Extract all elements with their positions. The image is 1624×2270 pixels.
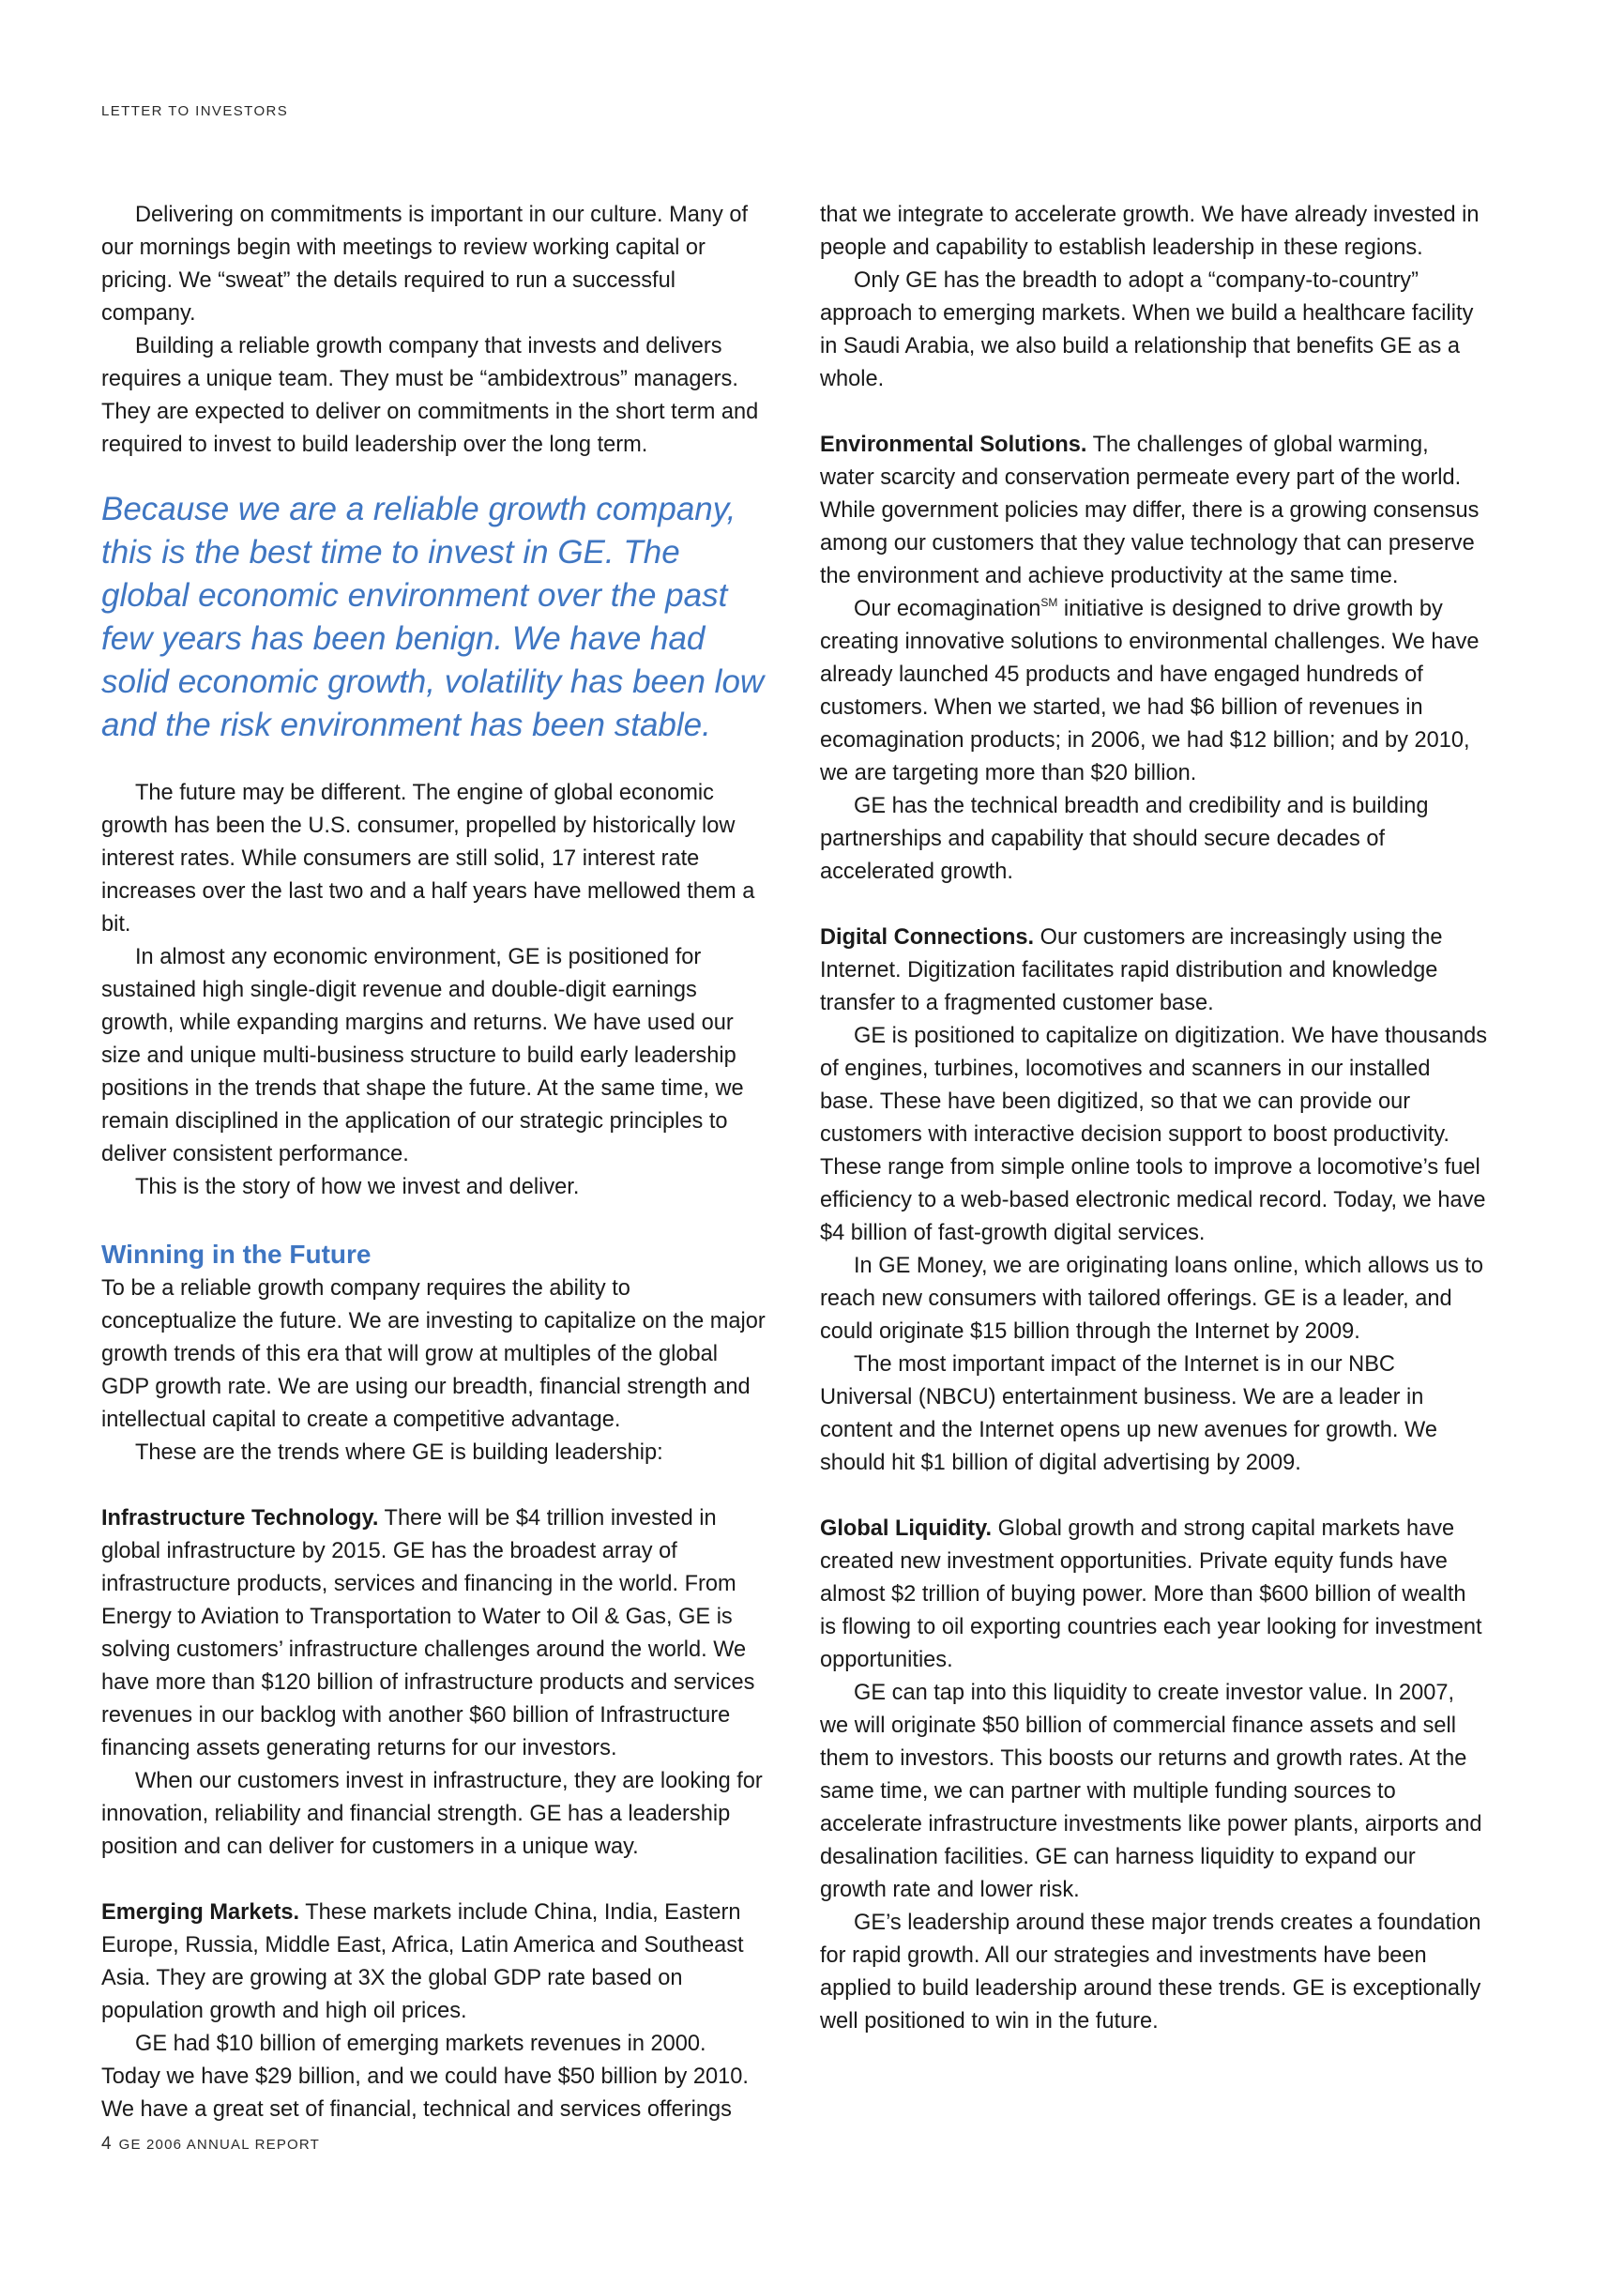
paragraph: These are the trends where GE is building leadership:: [135, 1440, 663, 1465]
paragraph: In almost any economic environment, GE is positioned for sustained high single-digit revenue and double-digit earnings growth, while expanding margins and returns. We have used our size and unique multi-business structure to build early leadership positions in the trends that shape the future. At the same time, we remain disciplined in the application of our strategic principles to deliver consistent performance.: [101, 945, 744, 1166]
paragraph: GE can tap into this liquidity to create investor value. In 2007, we will originate $50 billion of commercial finance assets and sell them to investors. This boosts our returns and growth rates. At the same time, we can partner with multiple funding sources to accelerate infrastructure investments like power plants, airports and desalination facilities. GE can harness liquidity to expand our growth rate and lower risk.: [820, 1681, 1482, 1902]
paragraph: that we integrate to accelerate growth. We have already invested in people and capability to establish leadership in these regions.: [820, 203, 1480, 260]
paragraph-digital: [820, 922, 1488, 1020]
paragraph: GE is positioned to capitalize on digitization. We have thousands of engines, turbines, locomotives and scanners in our installed base. These have been digitized, so that we can provide our customers with interactive decision support to boost productivity. These range from simple online tools to improve a locomotive’s fuel efficiency to a web-based electronic medical record. Today, we have $4 billion of fast-growth digital services.: [820, 1024, 1488, 1245]
page-number: 4: [101, 2134, 112, 2154]
run-in-heading: Infrastructure Technology.: [101, 1506, 379, 1531]
paragraph-text: There will be $4 trillion invested in global infrastructure by 2015. GE has the broadest array of infrastructure products, services and financing in the world. From Energy to Aviation to Transportation to Water to Oil & Gas, GE is solving customers’ infrastructure challenges around the world. We have more than $120 billion of infrastructure products and services revenues in our backlog with another $60 billion of Infrastructure financing assets generating returns for our investors.: [101, 1506, 755, 1760]
paragraph: The most important impact of the Internet is in our NBC Universal (NBCU) entertainment business. We are a leader in content and the Internet opens up new avenues for growth. We should hit $1 billion of digital advertising by 2009.: [820, 1352, 1437, 1475]
paragraph-text: Our customers are increasingly using the Internet. Digitization facilitates rapid distribution and knowledge transfer to a fragmented customer base.: [820, 925, 1443, 1015]
paragraph-text: initiative is designed to drive growth by creating innovative solutions to environmental challenges. We have already launched 45 products and have engaged hundreds of customers. When we started, we had $6 billion of revenues in ecomagination products; in 2006, we had $12 billion; and by 2010, we are targeting more than $20 billion.: [820, 597, 1480, 785]
run-in-heading: Emerging Markets.: [101, 1900, 300, 1925]
paragraph: Only GE has the breadth to adopt a “company-to-country” approach to emerging markets. When we build a healthcare facility in Saudi Arabia, we also build a relationship that benefits GE as a whole.: [820, 268, 1474, 391]
pull-quote: Because we are a reliable growth company, this is the best time to invest in GE. The global economic environment over the past few years has been benign. We have had solid economic growth, volatility has been low and the risk environment has been stable.: [101, 491, 765, 743]
paragraph-liquidity: [820, 1513, 1488, 1677]
paragraph-text: Our ecomagination: [854, 597, 1041, 621]
run-in-heading: Environmental Solutions.: [820, 433, 1087, 457]
report-name: GE 2006 ANNUAL REPORT: [118, 2137, 321, 2153]
paragraph: In GE Money, we are originating loans online, which allows us to reach new consumers with tailored offerings. GE is a leader, and could originate $15 billion through the Internet by 2009.: [820, 1254, 1484, 1344]
right-column: [820, 199, 1488, 2038]
paragraph-text: These markets include China, India, Eastern Europe, Russia, Middle East, Africa, Latin America and Southeast Asia. They are growing at 3X the global GDP rate based on population growth and high oil prices.: [101, 1900, 744, 2023]
paragraph: GE had $10 billion of emerging markets revenues in 2000. Today we have $29 billion, and we could have $50 billion by 2010. We have a great set of financial, technical and services offerings: [101, 2032, 749, 2122]
paragraph: To be a reliable growth company requires the ability to conceptualize the future. We are investing to capitalize on the major growth trends of this era that will grow at multiples of the global GDP growth rate. We are using our breadth, financial strength and intellectual capital to create a competitive advantage.: [101, 1276, 766, 1432]
paragraph: This is the story of how we invest and deliver.: [135, 1175, 580, 1199]
page-footer: [101, 2134, 320, 2155]
paragraph: Building a reliable growth company that invests and delivers requires a unique team. They must be “ambidextrous” managers. They are expected to deliver on commitments in the short term and required to invest to build leadership over the long term.: [101, 334, 759, 457]
paragraph-text: The challenges of global warming, water scarcity and conservation permeate every part of the world. While government policies may differ, there is a growing consensus among our customers that they value technology that can preserve the environment and achieve productivity at the same time.: [820, 433, 1480, 588]
paragraph: The future may be different. The engine of global economic growth has been the U.S. consumer, propelled by historically low interest rates. While consumers are still solid, 17 interest rate increases over the last two and a half years have mellowed them a bit.: [101, 781, 755, 937]
run-in-heading: Digital Connections.: [820, 925, 1035, 950]
left-column: [101, 199, 769, 2126]
section-heading: Winning in the Future: [101, 1240, 372, 1269]
paragraph-ecomagination: [820, 593, 1488, 790]
section-header-label: LETTER TO INVESTORS: [101, 103, 289, 119]
paragraph-emerging-markets: [101, 1897, 769, 2028]
paragraph: When our customers invest in infrastructure, they are looking for innovation, reliability and financial strength. GE has a leadership position and can deliver for customers in a unique way.: [101, 1769, 763, 1859]
service-mark: SM: [1040, 596, 1058, 609]
paragraph: Delivering on commitments is important in our culture. Many of our mornings begin with meetings to review working capital or pricing. We “sweat” the details required to run a successful company.: [101, 203, 749, 326]
paragraph-infrastructure: [101, 1502, 769, 1765]
paragraph: GE has the technical breadth and credibility and is building partnerships and capability that should secure decades of accelerated growth.: [820, 794, 1429, 884]
paragraph: GE’s leadership around these major trends creates a foundation for rapid growth. All our strategies and investments have been applied to build leadership around these trends. GE is exceptionally well positioned to win in the future.: [820, 1911, 1481, 2034]
paragraph-environmental: [820, 429, 1488, 593]
paragraph-text: Global growth and strong capital markets have created new investment opportunities. Private equity funds have almost $2 trillion of buying power. More than $600 billion of wealth is flowing to oil exporting countries each year looking for investment opportunities.: [820, 1516, 1482, 1672]
run-in-heading: Global Liquidity.: [820, 1516, 993, 1541]
